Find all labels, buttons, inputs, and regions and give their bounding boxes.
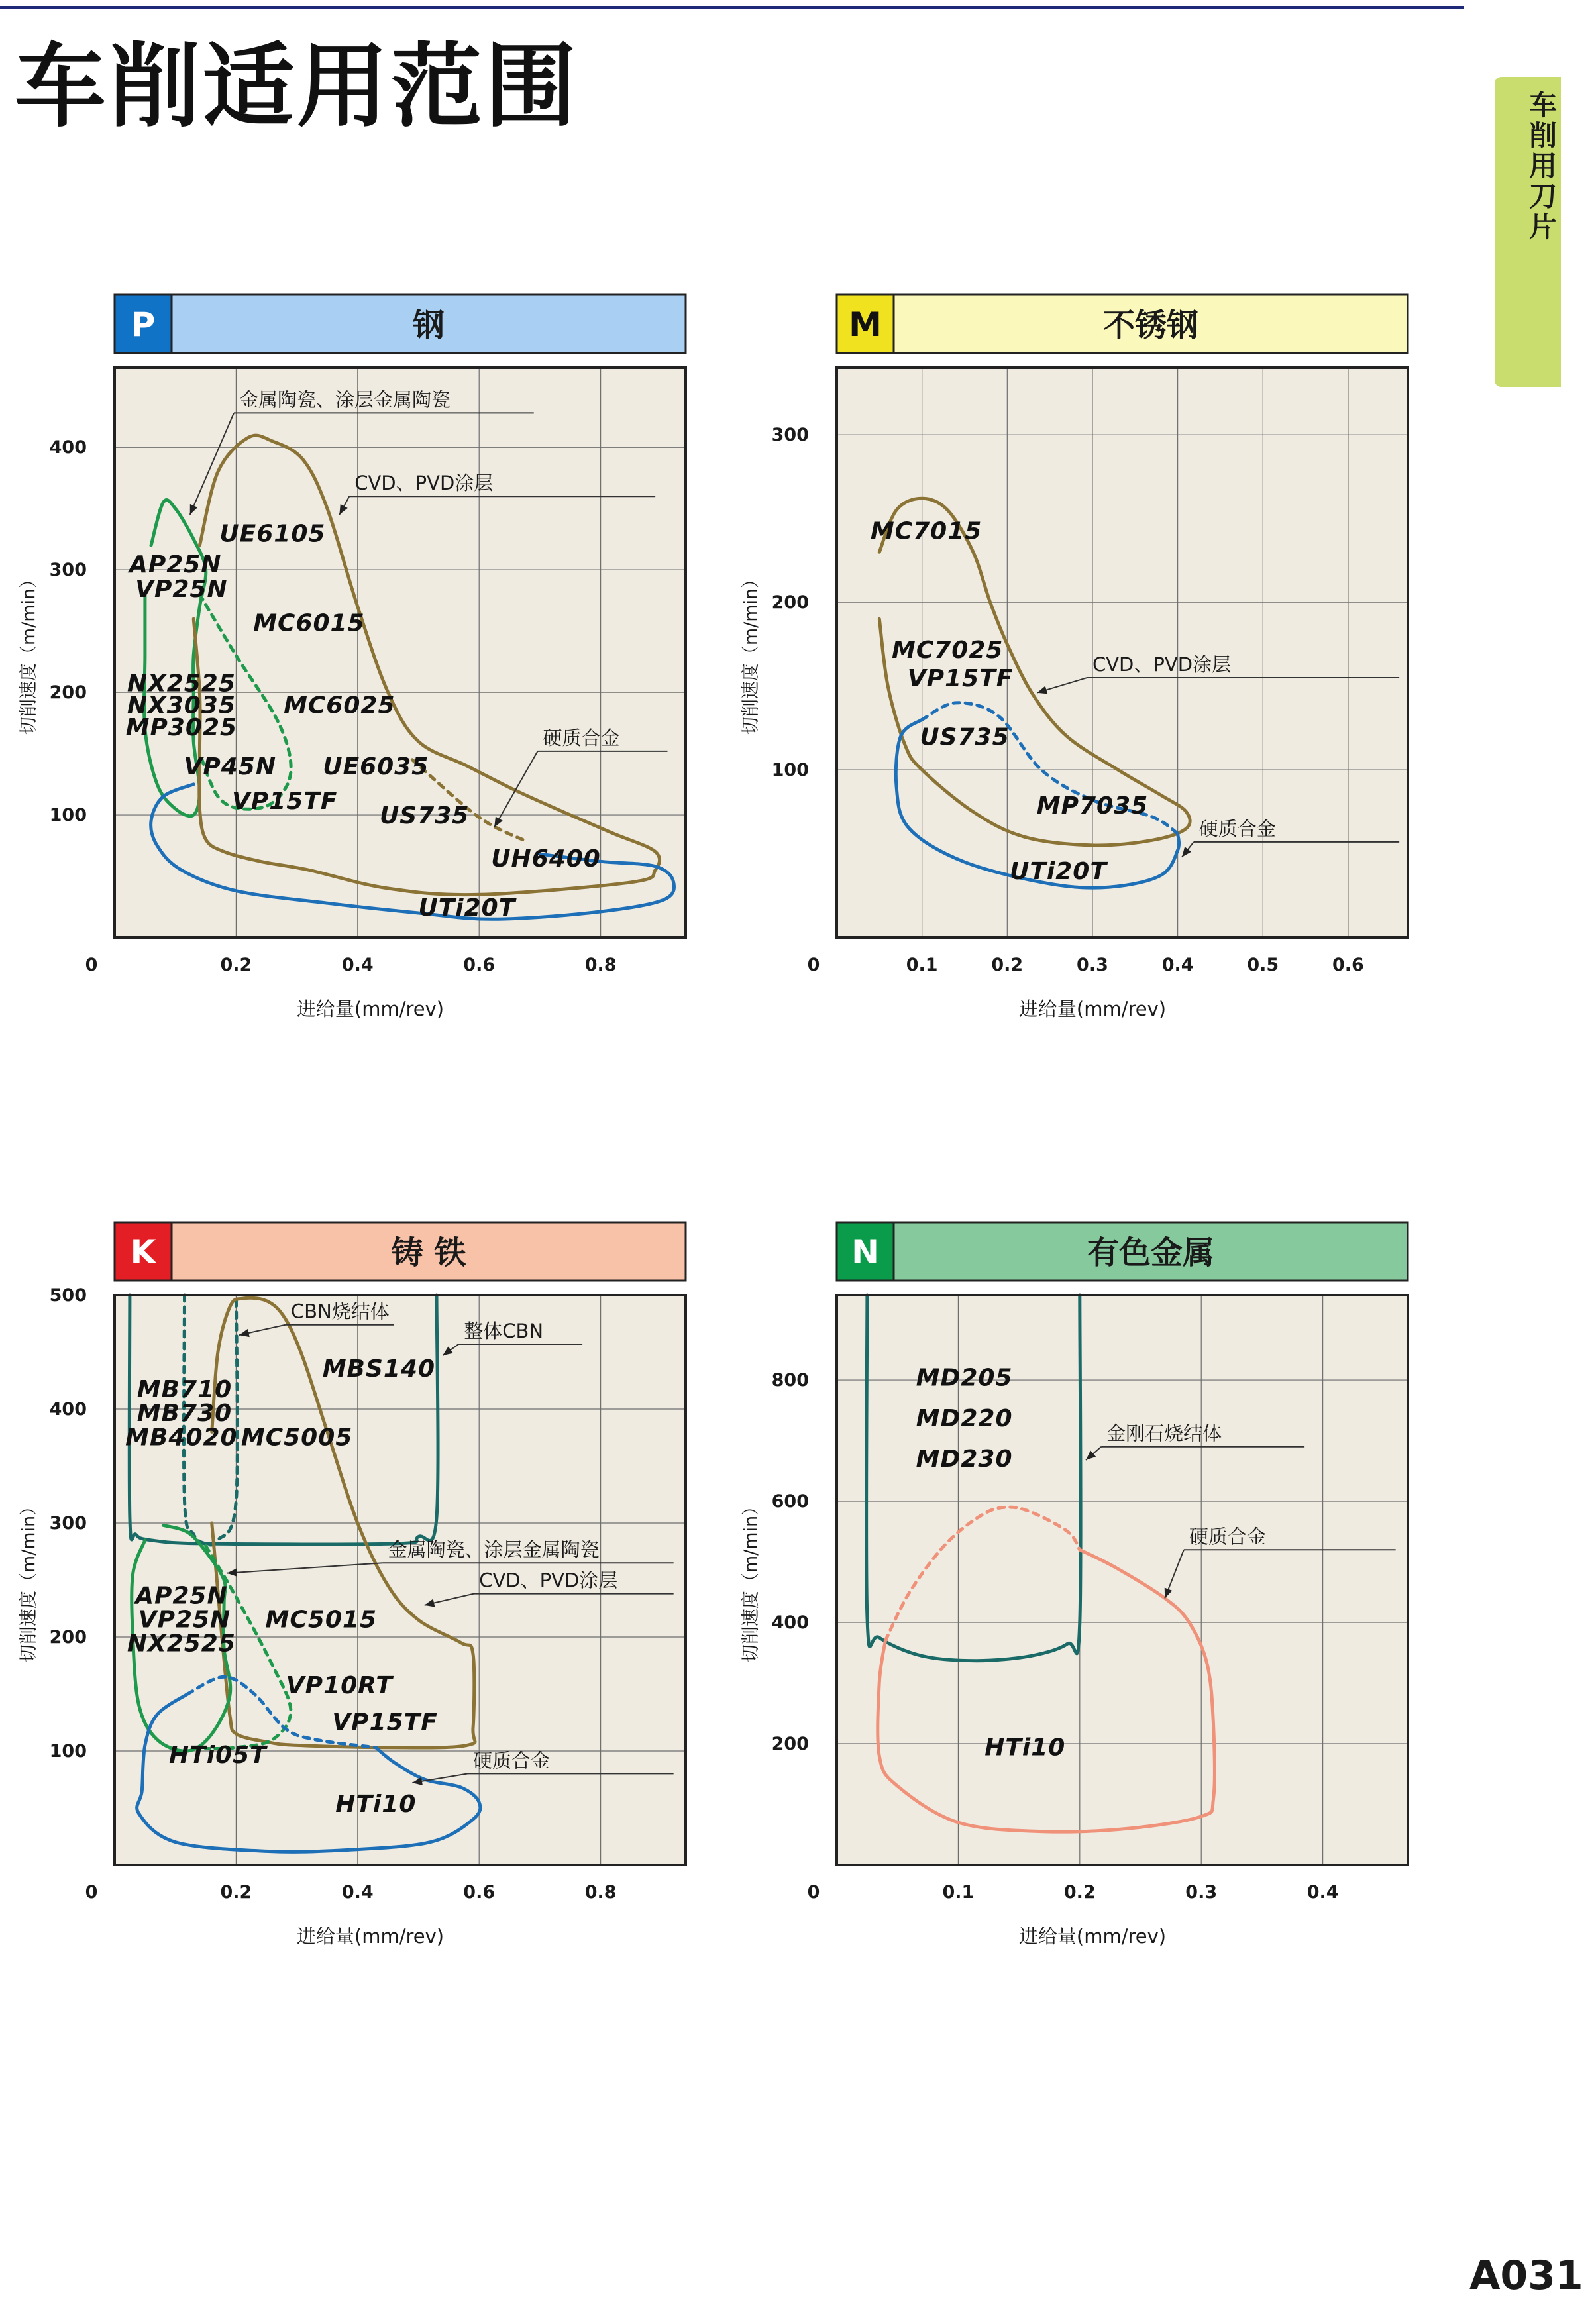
callout-label: CBN烧结体 — [290, 1300, 390, 1323]
grade-label: MC6015 — [253, 609, 365, 637]
callout-label: 硬质合金 — [473, 1749, 551, 1772]
x-tick-label: 0.2 — [220, 955, 252, 975]
y-tick-label: 400 — [49, 437, 87, 458]
grade-label: UTi20T — [1010, 857, 1107, 885]
grade-label: UTi20T — [418, 894, 516, 922]
chart-title: 不锈钢 — [1102, 307, 1199, 344]
y-tick-label: 300 — [49, 1513, 87, 1534]
y-axis-title: 切削速度（m/min） — [741, 1497, 761, 1663]
chart-svg-k — [13, 1212, 735, 1968]
origin-label: 0 — [807, 955, 820, 975]
grade-label: MB4020 — [125, 1424, 238, 1452]
y-tick-label: 400 — [771, 1612, 809, 1634]
grade-label: VP10RT — [286, 1672, 393, 1700]
callout-label: CVD、PVD涂层 — [479, 1569, 618, 1592]
y-tick-label: 300 — [771, 425, 809, 446]
chart-svg-p — [13, 285, 735, 1040]
x-axis-title: 进给量(mm/rev) — [296, 998, 445, 1020]
callout-label: 硬质合金 — [1198, 817, 1276, 840]
chart-k-cast-iron — [13, 1212, 735, 1968]
chart-svg-n — [735, 1212, 1458, 1968]
grade-label: HTi10 — [335, 1791, 417, 1819]
y-tick-label: 600 — [771, 1491, 809, 1512]
grade-label: MC7015 — [870, 517, 983, 545]
x-tick-label: 0.2 — [220, 1882, 252, 1903]
top-rule — [0, 6, 1464, 9]
grade-label: MP7035 — [1036, 792, 1149, 820]
x-tick-label: 0.8 — [584, 1882, 617, 1903]
page-number: A031 — [1469, 2252, 1583, 2299]
grade-label: VP25N — [138, 1606, 231, 1634]
callout-label: 整体CBN — [464, 1319, 544, 1342]
x-tick-label: 0.4 — [341, 1882, 374, 1903]
y-tick-label: 100 — [49, 1741, 87, 1762]
grade-label: US735 — [380, 802, 470, 830]
chart-badge-letter: M — [849, 305, 882, 344]
grade-label: NX2525 — [127, 670, 236, 698]
x-tick-label: 0.4 — [341, 955, 374, 975]
grade-label: MB730 — [136, 1400, 233, 1428]
page-title: 车削适用范围 — [15, 33, 580, 140]
y-tick-label: 200 — [49, 682, 87, 704]
grade-label: UE6105 — [219, 520, 326, 548]
y-axis-title: 切削速度（m/min） — [741, 570, 761, 735]
grade-label: HTi05T — [169, 1742, 267, 1769]
chart-badge-letter: N — [851, 1233, 879, 1271]
x-tick-label: 0.6 — [1332, 955, 1364, 975]
grade-label: MBS140 — [322, 1355, 436, 1383]
x-tick-label: 0.5 — [1247, 955, 1279, 975]
grade-label: US735 — [920, 723, 1010, 751]
callout-label: 硬质合金 — [1189, 1525, 1266, 1548]
chart-p-steel — [13, 285, 735, 1040]
callout-label: 金刚石烧结体 — [1106, 1422, 1222, 1445]
grade-label: MB710 — [136, 1376, 233, 1404]
origin-label: 0 — [807, 1882, 820, 1903]
chart-m-stainless — [735, 285, 1458, 1040]
grade-label: VP15TF — [907, 664, 1014, 692]
x-axis-title: 进给量(mm/rev) — [1018, 1925, 1167, 1948]
grade-label: MC5005 — [240, 1424, 353, 1452]
chart-n-nonferrous — [735, 1212, 1458, 1968]
y-tick-label: 300 — [49, 560, 87, 581]
grade-label: UH6400 — [491, 845, 601, 872]
grade-label: VP45N — [184, 753, 276, 781]
callout-label: CVD、PVD涂层 — [354, 472, 494, 495]
grade-label: MC6025 — [284, 692, 396, 719]
side-tab[interactable] — [1495, 77, 1561, 387]
y-tick-label: 400 — [49, 1399, 87, 1420]
y-tick-label: 100 — [49, 805, 87, 826]
x-tick-label: 0.2 — [991, 955, 1024, 975]
x-tick-label: 0.4 — [1161, 955, 1194, 975]
y-tick-label: 200 — [771, 1734, 809, 1755]
x-tick-label: 0.3 — [1077, 955, 1108, 975]
grade-label: AP25N — [135, 1582, 228, 1610]
x-tick-label: 0.8 — [584, 955, 617, 975]
side-tab-label: 车削用刀片 — [1525, 90, 1558, 242]
chart-badge-letter: K — [130, 1233, 156, 1271]
callout-label: CVD、PVD涂层 — [1092, 653, 1232, 676]
grade-label: MC5015 — [265, 1606, 378, 1634]
grade-label: VP15TF — [232, 787, 338, 815]
grade-label: MD230 — [916, 1446, 1013, 1473]
x-tick-label: 0.6 — [463, 955, 496, 975]
chart-title: 铸 铁 — [391, 1234, 466, 1271]
x-axis-title: 进给量(mm/rev) — [296, 1925, 445, 1948]
y-tick-label: 200 — [771, 592, 809, 613]
grade-label: UE6035 — [323, 753, 429, 781]
grade-label: VP15TF — [332, 1709, 438, 1736]
chart-title: 钢 — [412, 307, 445, 344]
chart-badge-letter: P — [131, 305, 156, 344]
origin-label: 0 — [85, 955, 98, 975]
grade-label: MD205 — [916, 1364, 1013, 1392]
grade-label: NX2525 — [127, 1630, 236, 1658]
grade-label: MP3025 — [125, 713, 238, 741]
y-axis-title: 切削速度（m/min） — [19, 570, 39, 735]
grade-label: NX3035 — [127, 692, 236, 719]
chart-header-band — [115, 295, 686, 353]
x-tick-label: 0.1 — [942, 1882, 975, 1903]
callout-label: 金属陶瓷、涂层金属陶瓷 — [388, 1538, 600, 1561]
y-tick-label: 100 — [771, 760, 809, 781]
chart-svg-m — [735, 285, 1458, 1040]
grade-label: MC7025 — [892, 636, 1004, 664]
grade-label: MD220 — [916, 1404, 1013, 1432]
callout-label: 硬质合金 — [543, 726, 620, 749]
origin-label: 0 — [85, 1882, 98, 1903]
y-tick-label: 800 — [771, 1370, 809, 1391]
x-tick-label: 0.4 — [1306, 1882, 1339, 1903]
y-tick-label: 200 — [49, 1627, 87, 1648]
grade-label: HTi10 — [984, 1734, 1066, 1762]
x-tick-label: 0.3 — [1185, 1882, 1218, 1903]
grade-label: VP25N — [135, 575, 228, 603]
y-axis-title: 切削速度（m/min） — [19, 1497, 39, 1663]
x-tick-label: 0.2 — [1063, 1882, 1096, 1903]
x-tick-label: 0.6 — [463, 1882, 496, 1903]
chart-title: 有色金属 — [1087, 1234, 1215, 1271]
grade-label: AP25N — [129, 551, 222, 578]
callout-label: 金属陶瓷、涂层金属陶瓷 — [239, 388, 451, 411]
x-axis-title: 进给量(mm/rev) — [1018, 998, 1167, 1020]
y-tick-label: 500 — [49, 1285, 87, 1306]
x-tick-label: 0.1 — [906, 955, 938, 975]
